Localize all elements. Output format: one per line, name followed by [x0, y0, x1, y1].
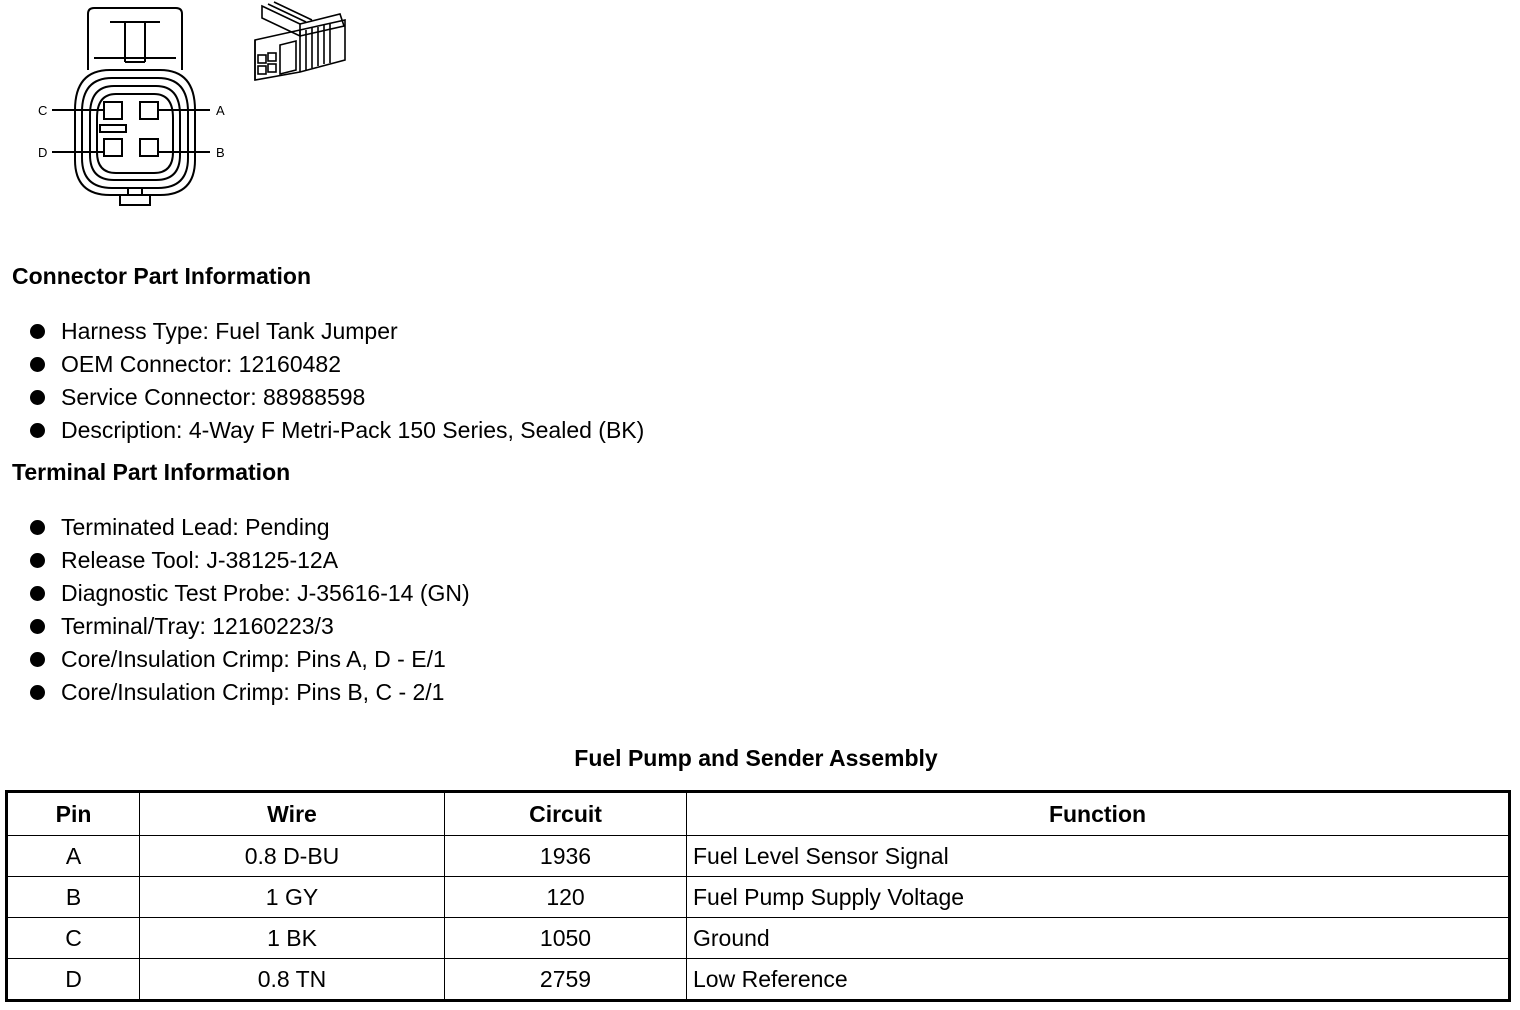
list-item	[30, 610, 470, 643]
cell-wire: 0.8 TN	[140, 959, 445, 1001]
connector-iso-view	[255, 2, 345, 80]
list-item-text: Core/Insulation Crimp: Pins B, C - 2/1	[61, 679, 445, 705]
cell-circuit: 1936	[445, 836, 687, 877]
connector-face-drawing	[0, 0, 360, 220]
table-row	[7, 877, 1510, 918]
cell-wire: 1 BK	[140, 918, 445, 959]
header-circuit: Circuit	[445, 792, 687, 836]
cell-circuit: 2759	[445, 959, 687, 1001]
cell-circuit: 120	[445, 877, 687, 918]
pin-label-a: A	[216, 103, 225, 118]
connector-diagram	[0, 0, 360, 220]
list-item	[30, 544, 470, 577]
terminal-part-info-list	[30, 511, 470, 709]
list-item-text: Diagnostic Test Probe: J-35616-14 (GN)	[61, 580, 470, 606]
terminal-part-info-heading: Terminal Part Information	[12, 459, 291, 485]
header-pin: Pin	[7, 792, 140, 836]
list-item	[30, 577, 470, 610]
cell-function: Fuel Pump Supply Voltage	[687, 877, 1510, 918]
bullet-icon	[30, 553, 45, 568]
cell-function: Ground	[687, 918, 1510, 959]
list-item-text: OEM Connector: 12160482	[61, 351, 342, 377]
list-item	[30, 315, 644, 348]
list-item	[30, 676, 470, 709]
bullet-icon	[30, 357, 45, 372]
table-row	[7, 918, 1510, 959]
bullet-icon	[30, 619, 45, 634]
connector-part-info-list	[30, 315, 644, 447]
list-item-text: Release Tool: J-38125-12A	[61, 547, 339, 573]
list-item	[30, 414, 644, 447]
table-row	[7, 836, 1510, 877]
list-item-text: Terminal/Tray: 12160223/3	[61, 613, 334, 639]
cell-pin: C	[7, 918, 140, 959]
pin-label-c: C	[38, 103, 48, 118]
connector-part-info-heading: Connector Part Information	[12, 263, 312, 289]
header-function: Function	[687, 792, 1510, 836]
cell-function: Low Reference	[687, 959, 1510, 1001]
bullet-icon	[30, 324, 45, 339]
bullet-icon	[30, 685, 45, 700]
cell-wire: 0.8 D-BU	[140, 836, 445, 877]
cell-pin: B	[7, 877, 140, 918]
pin-label-d: D	[38, 145, 48, 160]
bullet-icon	[30, 586, 45, 601]
cell-pin: D	[7, 959, 140, 1001]
table-row	[7, 959, 1510, 1001]
pin-label-b: B	[216, 145, 225, 160]
bullet-icon	[30, 520, 45, 535]
cell-circuit: 1050	[445, 918, 687, 959]
table-title: Fuel Pump and Sender Assembly	[574, 745, 938, 771]
cell-wire: 1 GY	[140, 877, 445, 918]
pinout-table	[5, 790, 1511, 1002]
list-item-text: Service Connector: 88988598	[61, 384, 366, 410]
bullet-icon	[30, 652, 45, 667]
list-item	[30, 511, 470, 544]
list-item	[30, 643, 470, 676]
header-wire: Wire	[140, 792, 445, 836]
list-item-text: Description: 4-Way F Metri-Pack 150 Series, Sealed (BK)	[61, 417, 645, 443]
cell-function: Fuel Level Sensor Signal	[687, 836, 1510, 877]
cell-pin: A	[7, 836, 140, 877]
list-item	[30, 381, 644, 414]
list-item-text: Harness Type: Fuel Tank Jumper	[61, 318, 398, 344]
list-item-text: Terminated Lead: Pending	[61, 514, 330, 540]
bullet-icon	[30, 423, 45, 438]
list-item-text: Core/Insulation Crimp: Pins A, D - E/1	[61, 646, 446, 672]
table-header-row	[7, 792, 1510, 836]
bullet-icon	[30, 390, 45, 405]
list-item	[30, 348, 644, 381]
